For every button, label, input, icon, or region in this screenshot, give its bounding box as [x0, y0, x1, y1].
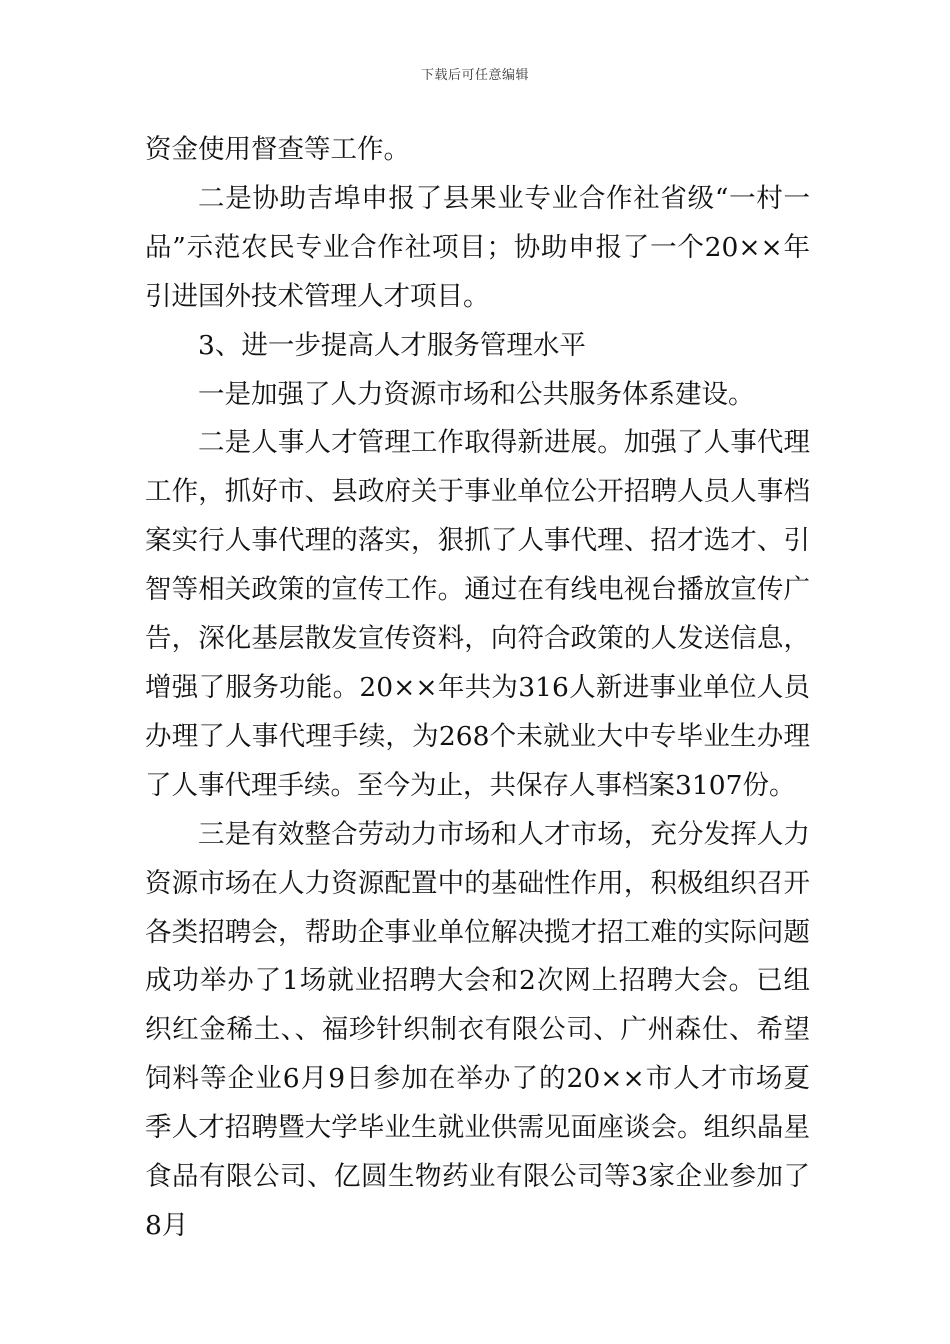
paragraph-5: 三是有效整合劳动力市场和人才市场，充分发挥人力资源市场在人力资源配置中的基础性作用，积极组织召开各类招聘会，帮助企事业单位解决揽才招工难的实际问题成功举办了1场就业招聘大会和2次网上招聘大会。已组织红金稀土、、福珍针织制衣有限公司、广州森仕、希望饲料等企业6月9日参加在举办了的20××市人才市场夏季人才招聘暨大学毕业生就业供需见面座谈会。组织晶星食品有限公司、亿圆生物药业有限公司等3家企业参加了8月	[145, 818, 810, 1241]
paragraph-1: 资金使用督查等工作。	[145, 134, 410, 165]
paragraph-4: 二是人事人才管理工作取得新进展。加强了人事代理工作，抓好市、县政府关于事业单位公开招聘人员人事档案实行人事代理的落实，狠抓了人事代理、招才选才、引智等相关政策的宣传工作。通过在有线电视台播放宣传广告，深化基层散发宣传资料，向符合政策的人发送信息，增强了服务功能。20××年共为316人新进事业单位人员办理了人事代理手续，为268个未就业大中专毕业生办理了人事代理手续。至今为止，共保存人事档案3107份。	[145, 427, 810, 801]
section-heading-3: 3、进一步提高人才服务管理水平	[198, 329, 586, 361]
page-header-note: 下载后可任意编辑	[420, 68, 529, 83]
paragraph-3: 一是加强了人力资源市场和公共服务体系建设。	[198, 378, 755, 410]
document-body	[145, 126, 810, 1251]
paragraph-2: 二是协助吉埠申报了县果业专业合作社省级“一村一品”示范农民专业合作社项目；协助申报了一个20××年引进国外技术管理人才项目。	[145, 182, 810, 312]
